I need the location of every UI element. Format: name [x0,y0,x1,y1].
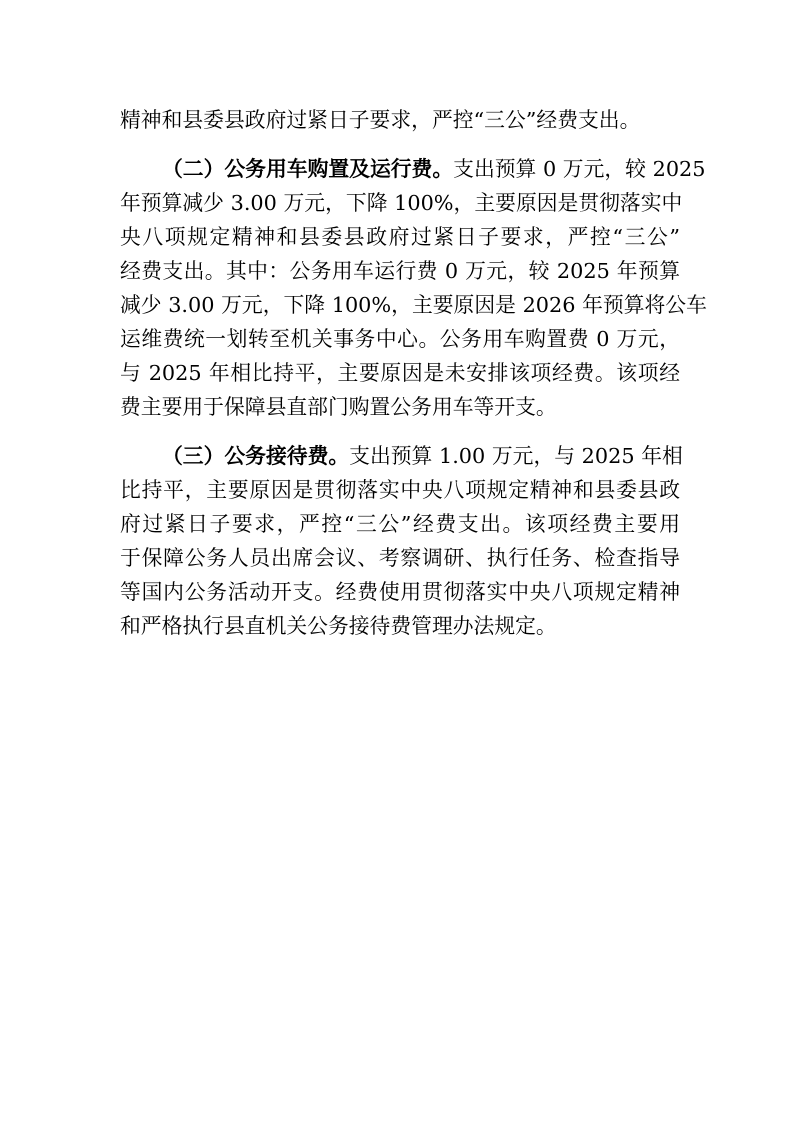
paragraph-line: 于保障公务人员出席会议、考察调研、执行任务、检查指导 [120,546,680,570]
paragraph-line: 与 2025 年相比持平，主要原因是未安排该项经费。该项经 [120,361,680,385]
paragraph-line: 精神和县委县政府过紧日子要求，严控“三公”经费支出。 [120,108,641,132]
paragraph-text: 支出预算 1.00 万元，与 2025 年相 [349,444,683,468]
paragraph-line: 央八项规定精神和县委县政府过紧日子要求，严控“三公” [120,225,680,249]
paragraph-text: 支出预算 0 万元，较 2025 [453,157,706,181]
section-3-heading: （三）公务接待费。 [162,444,350,468]
section-3-first-line [162,439,683,473]
paragraph-line: 运维费统一划转至机关事务中心。公务用车购置费 0 万元， [120,327,680,351]
section-2-first-line [162,152,706,186]
paragraph-line: 费主要用于保障县直部门购置公务用车等开支。 [120,395,557,419]
section-2-heading: （二）公务用车购置及运行费。 [162,157,454,181]
paragraph-line: 减少 3.00 万元，下降 100%，主要原因是 2026 年预算将公车 [120,293,707,317]
paragraph-line: 府过紧日子要求，严控“三公”经费支出。该项经费主要用 [120,512,680,536]
paragraph-line: 经费支出。其中：公务用车运行费 0 万元，较 2025 年预算 [120,259,680,283]
paragraph-line: 年预算减少 3.00 万元，下降 100%，主要原因是贯彻落实中 [120,191,683,215]
paragraph-line: 和严格执行县直机关公务接待费管理办法规定。 [120,614,557,638]
paragraph-line: 等国内公务活动开支。经费使用贯彻落实中央八项规定精神 [120,580,680,604]
paragraph-line: 比持平，主要原因是贯彻落实中央八项规定精神和县委县政 [120,478,680,502]
